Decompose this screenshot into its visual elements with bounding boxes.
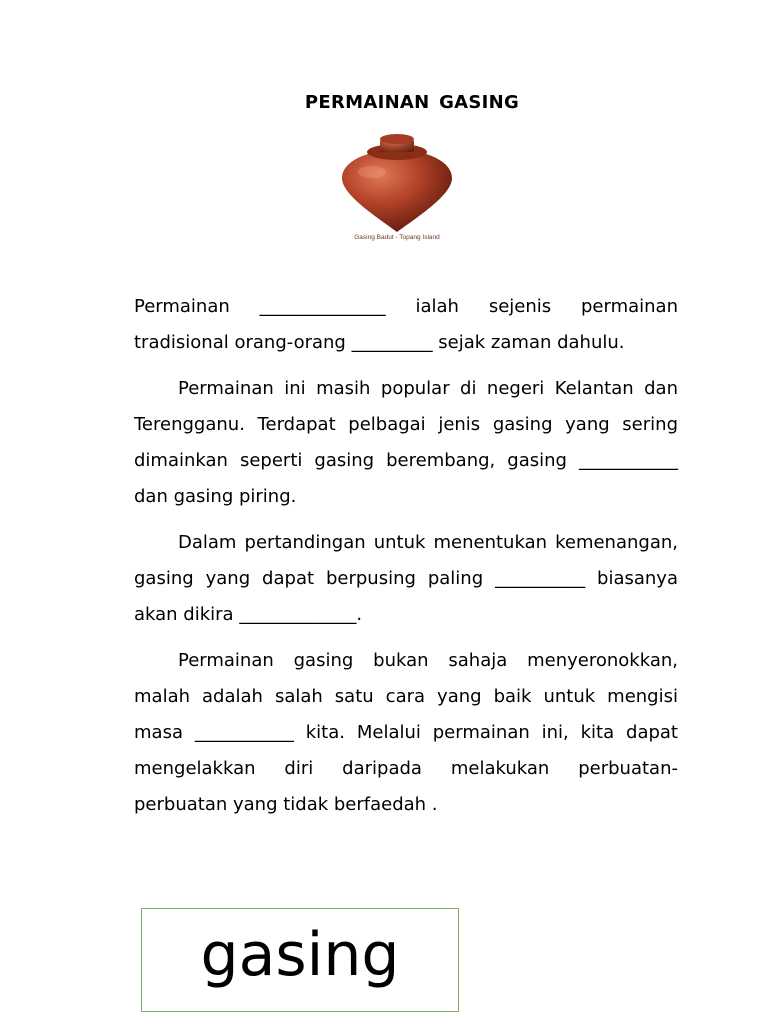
paragraph-text: ialah sejenis permainan tradisional orang-orang — [134, 296, 678, 353]
fill-in-blank[interactable]: __________ — [495, 568, 586, 589]
spinning-top-image — [330, 128, 464, 236]
page-title: PERMAINAN GASING — [304, 92, 520, 113]
paragraph — [134, 289, 678, 361]
paragraph — [134, 643, 678, 823]
answer-word-box — [141, 908, 459, 1012]
fill-in-blank[interactable]: _____________ — [239, 604, 357, 625]
paragraph-text: Dalam pertandingan untuk menentukan kemenangan, gasing yang dapat berpusing paling — [134, 532, 678, 589]
paragraph — [134, 371, 678, 515]
paragraph-text: kita. Melalui permainan ini, kita dapat mengelakkan diri daripada melakukan perbuatan- perbuatan yang tidak berfaedah . — [134, 722, 678, 815]
paragraph-text: biasanya akan dikira — [134, 568, 678, 625]
paragraph-text: dan gasing piring. — [134, 486, 297, 507]
image-caption: Gasing Badut - Topang Island — [354, 234, 440, 241]
paragraph-text: Permainan — [134, 296, 260, 317]
spinning-top-figure — [330, 128, 464, 248]
fill-in-blank[interactable]: ___________ — [194, 722, 294, 743]
fill-in-blank[interactable]: ______________ — [259, 296, 386, 317]
paragraph-text: sejak zaman dahulu. — [432, 332, 625, 353]
answer-word: gasing — [200, 920, 400, 990]
paragraph-text: Permainan gasing bukan sahaja menyeronokkan, malah adalah salah satu cara yang baik untuk mengisi masa — [134, 650, 678, 743]
paragraph — [134, 525, 678, 633]
fill-in-blank[interactable]: _________ — [351, 332, 433, 353]
fill-in-blank[interactable]: ___________ — [579, 450, 678, 471]
paragraph-text: Permainan ini masih popular di negeri Kelantan dan Terengganu. Terdapat pelbagai jenis gasing yang sering dimainkan seperti gasing berembang, gasing — [134, 378, 678, 471]
paragraph-text: . — [356, 604, 363, 625]
passage — [134, 289, 678, 833]
